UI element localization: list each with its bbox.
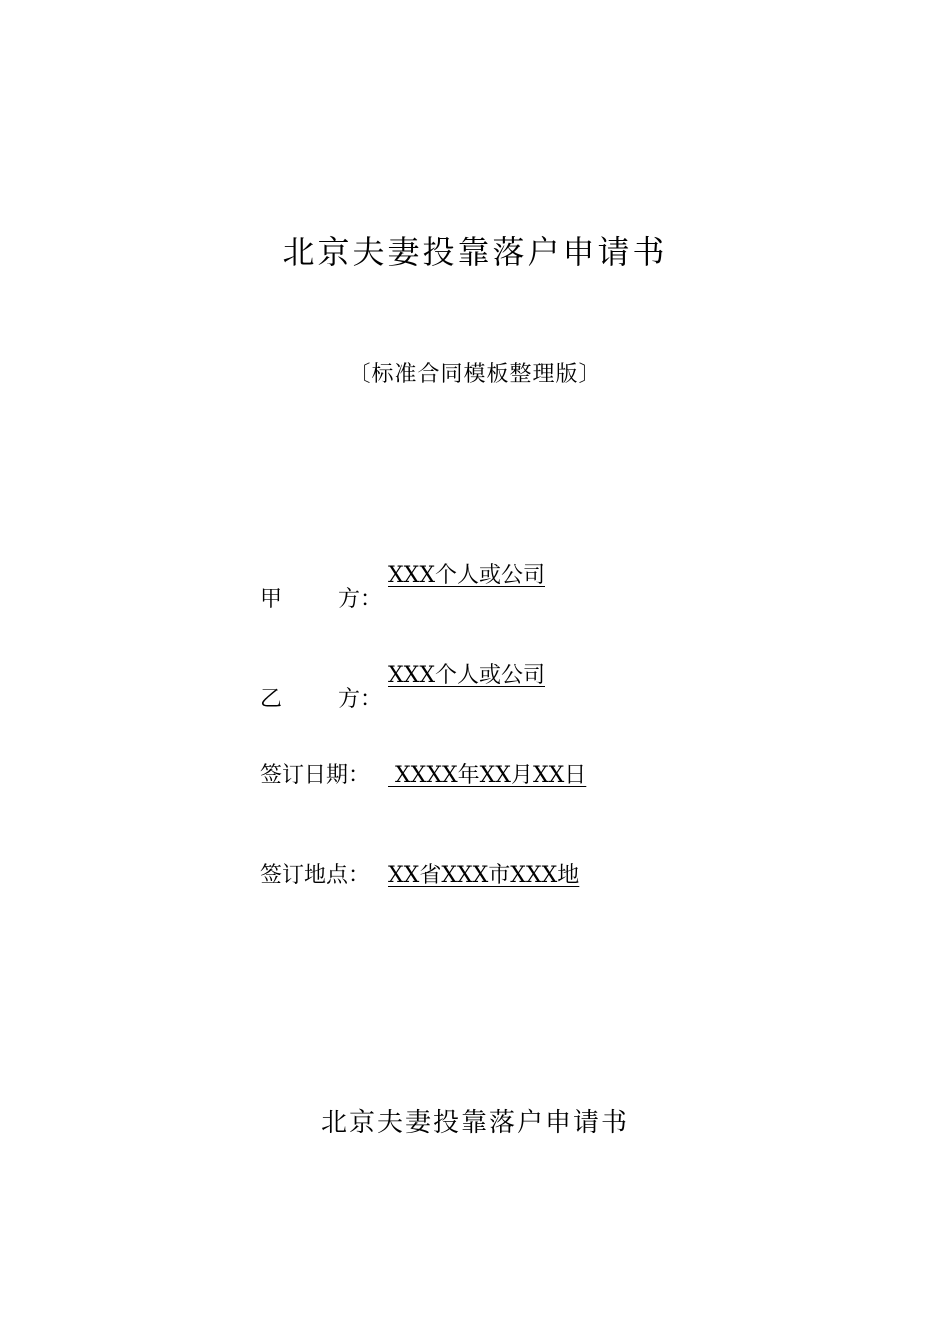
party-b-field xyxy=(260,658,614,712)
sign-date-label: 签订日期： xyxy=(260,763,371,788)
party-a-field xyxy=(260,558,614,612)
sign-place-label: 签订地点： xyxy=(260,863,371,888)
sign-date-value: XXXX年XX月XX日 xyxy=(388,763,587,788)
body-title: 北京夫妻投靠落户申请书 xyxy=(320,1108,629,1138)
sign-date-field xyxy=(260,758,636,794)
party-b-label-char: 乙 xyxy=(260,687,283,712)
party-b-value: XXX个人或公司 xyxy=(388,663,545,688)
document-subtitle: 〔标准合同模板整理版〕 xyxy=(348,362,602,387)
sign-place-field xyxy=(260,858,610,894)
party-a-label-char: 甲 xyxy=(260,587,283,612)
party-a-value: XXX个人或公司 xyxy=(388,563,545,588)
document-title: 北京夫妻投靠落户申请书 xyxy=(282,233,668,271)
sign-place-value: XX省XXX市XXX地 xyxy=(388,863,580,888)
party-a-label-suffix: 方： xyxy=(338,587,383,612)
party-b-label-suffix: 方： xyxy=(338,687,383,712)
